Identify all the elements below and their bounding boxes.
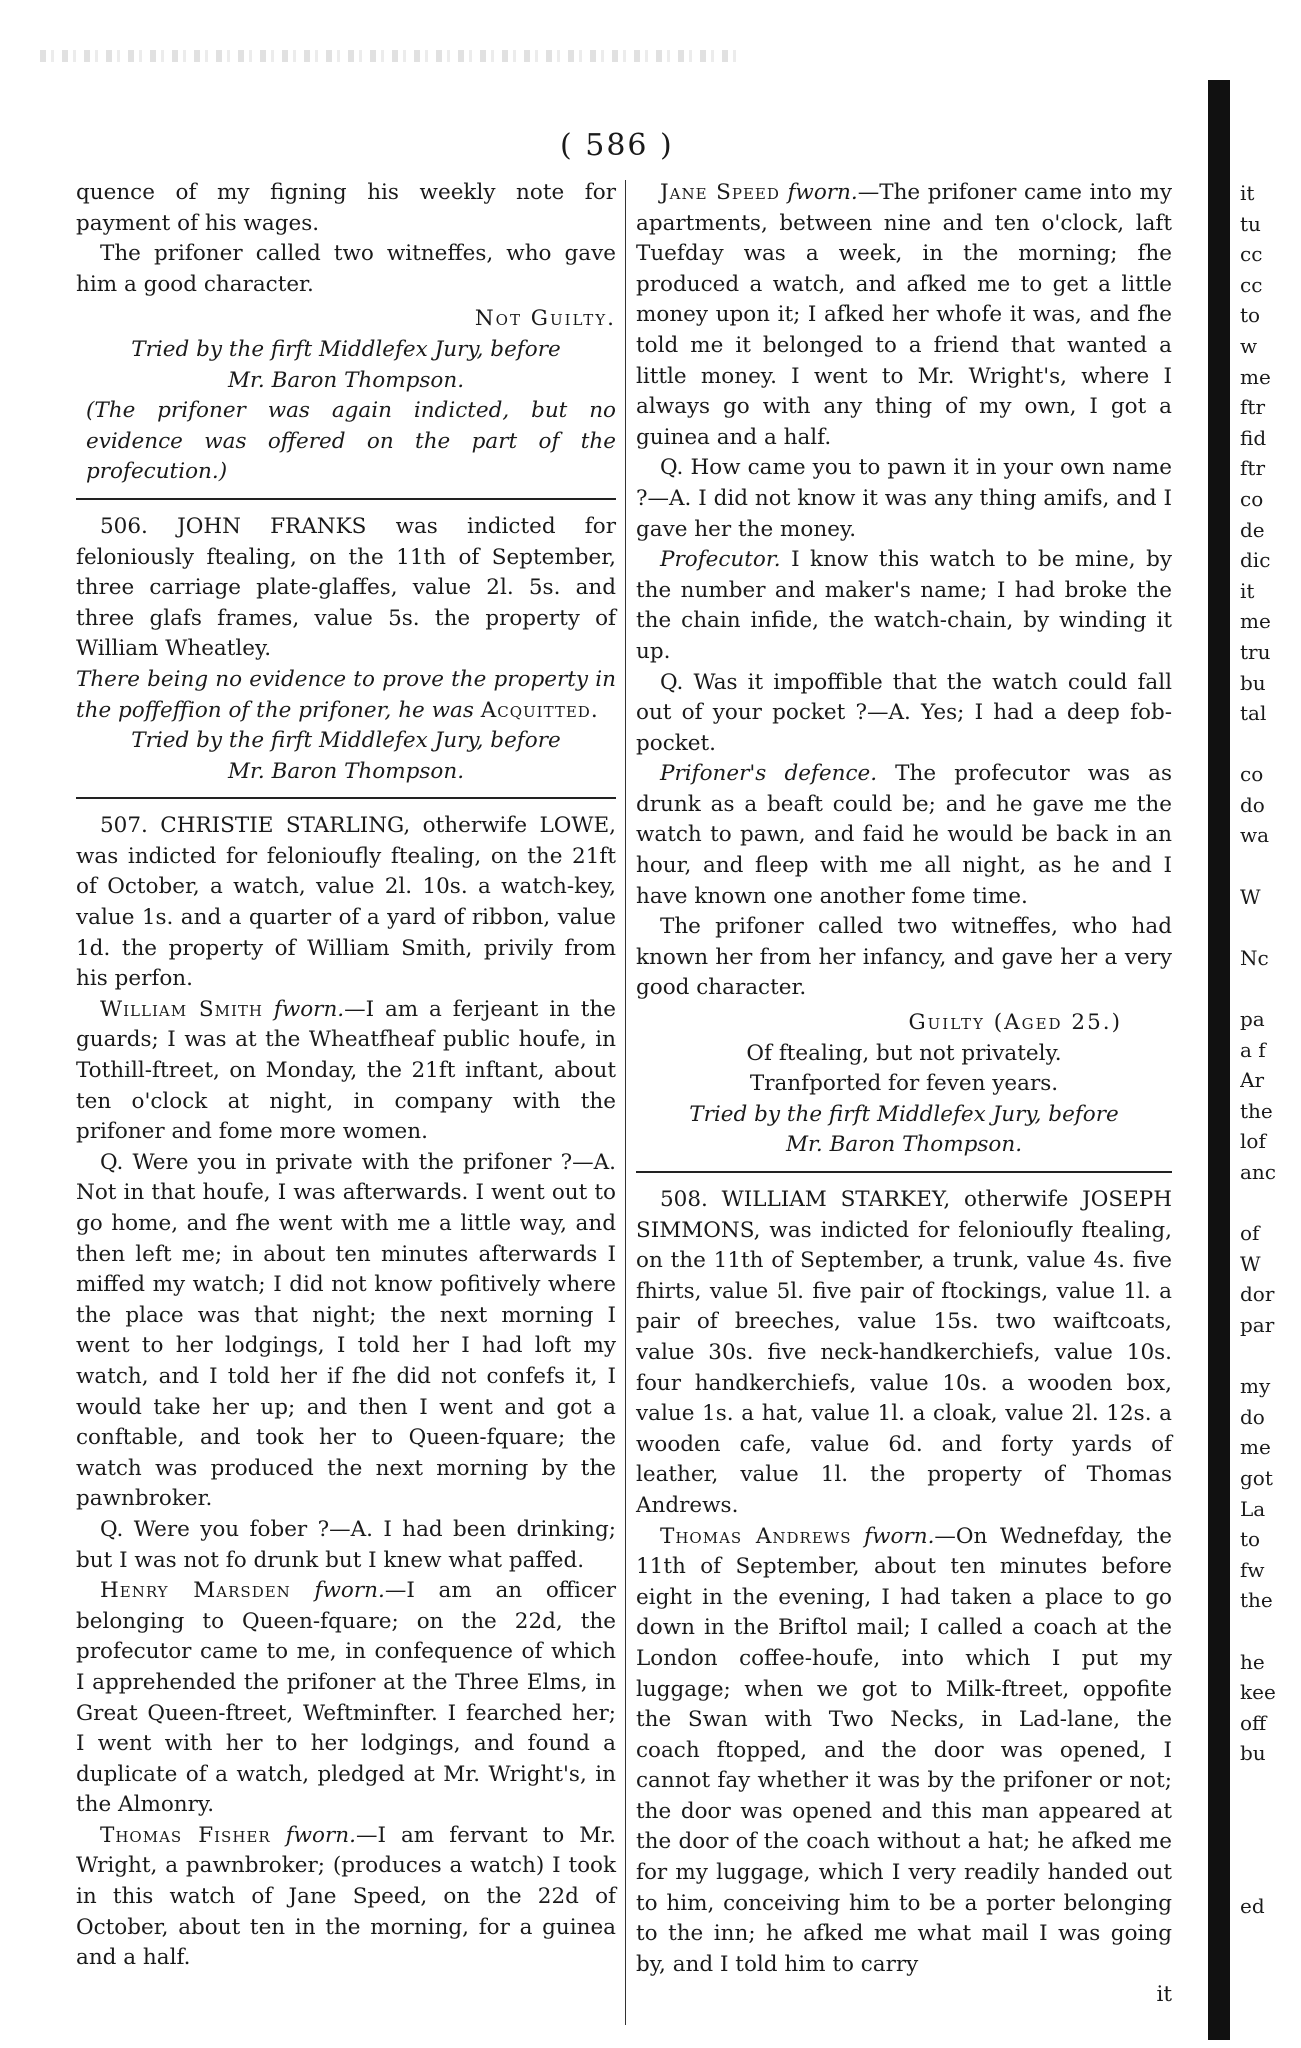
question: Q. How came you to pawn it in your own name ?—A. I did not know it was any thing amifs, and I gave her the money. bbox=[636, 455, 1172, 542]
sworn-label: fworn. bbox=[864, 1523, 935, 1549]
section-rule bbox=[76, 797, 616, 799]
margin-fragment: de bbox=[1240, 517, 1265, 542]
margin-fragment: co bbox=[1240, 486, 1264, 511]
margin-fragment: par bbox=[1240, 1312, 1275, 1337]
margin-fragment: me bbox=[1240, 1435, 1271, 1460]
case-506: 506. JOHN FRANKS was indicted for feloniously ftealing, on the 11th of September, three carriage plate-glaffes, value 2l. 5s. and three glafs frames, value 5s. the property of William Wheatley. bbox=[76, 513, 616, 662]
margin-fragment bbox=[1240, 729, 1300, 760]
margin-fragment: fid bbox=[1240, 425, 1267, 450]
margin-fragment bbox=[1240, 1799, 1300, 1830]
column-divider bbox=[625, 180, 626, 2025]
sworn-label: fworn. bbox=[273, 996, 345, 1022]
margin-fragment: anc bbox=[1240, 1160, 1277, 1184]
witness-text: —I am an officer belonging to Queen-fquare; on the 22d, the profecutor came to me, in confequence of which I apprehended the prifoner at the Three Elms, in Great Queen-ftreet, Weftminfter. I fearched her; I went with her to her lodgings, and found a duplicate of a watch, pledged at Mr. Wright's, in the Almonry. bbox=[76, 1578, 616, 1818]
tried-judge: Mr. Baron Thompson. bbox=[227, 758, 465, 784]
case-507: 507. CHRISTIE STARLING, otherwife LOWE, was indicted for felonioufly ftealing, on the 21ft of October, a watch, value 2l. 10s. a watch-key, value 1s. and a quarter of a yard of ribbon, value 1d. the property of William Smith, privily from his perfon. bbox=[76, 813, 616, 992]
margin-fragment: me bbox=[1240, 609, 1271, 634]
margin-fragment: bu bbox=[1240, 1741, 1266, 1766]
margin-fragment bbox=[1240, 1830, 1300, 1861]
margin-fragment bbox=[1240, 1616, 1300, 1647]
margin-fragment: tru bbox=[1240, 639, 1271, 664]
left-column bbox=[76, 178, 616, 1974]
margin-fragment: dor bbox=[1240, 1282, 1275, 1307]
margin-fragment: bu bbox=[1240, 670, 1266, 695]
margin-fragment bbox=[1240, 973, 1300, 1004]
sworn-label: fworn. bbox=[285, 1822, 356, 1848]
margin-fragment: it bbox=[1240, 181, 1255, 205]
witness-marsden bbox=[76, 1576, 616, 1821]
margin-fragment: w bbox=[1240, 333, 1258, 358]
prosecutor-text: I know this watch to be mine, by the number and maker's name; I had broke the the chain infide, the watch-chain, by winding it up. bbox=[636, 547, 1172, 664]
margin-fragment bbox=[1240, 912, 1300, 943]
scan-noise bbox=[40, 50, 740, 62]
sentence-line: Tranfported for feven years. bbox=[749, 1071, 1059, 1097]
tried-line: Tried by the firft Middlefex Jury, before bbox=[131, 336, 561, 362]
witness-name: Henry Marsden bbox=[100, 1578, 291, 1604]
margin-fragment: ftr bbox=[1240, 456, 1265, 481]
prosecutor-label: Profecutor. bbox=[660, 547, 781, 573]
margin-fragment: La bbox=[1240, 1496, 1266, 1521]
margin-fragment: of bbox=[1240, 1221, 1260, 1246]
margin-fragment bbox=[1240, 851, 1300, 882]
margin-fragment: the bbox=[1240, 1588, 1273, 1613]
margin-fragment: the bbox=[1240, 1098, 1273, 1123]
margin-fragment: co bbox=[1240, 762, 1264, 787]
paragraph: quence of my figning his weekly note for payment of his wages. bbox=[76, 180, 616, 236]
margin-fragment: fw bbox=[1240, 1557, 1265, 1582]
margin-fragment: ed bbox=[1240, 1894, 1265, 1919]
sworn-label: fworn. bbox=[314, 1578, 385, 1604]
margin-fragment: Nc bbox=[1240, 945, 1269, 970]
margin-fragment: lof bbox=[1240, 1129, 1266, 1154]
witness-text: —I am a ferjeant in the guards; I was at the Wheatfheaf public houfe, in Tothill-ftreet, on Monday, the 21ft inftant, about ten o'clock at night, in company with the prifoner and fome more women. bbox=[76, 996, 616, 1145]
tried-line: Tried by the firft Middlefex Jury, before bbox=[131, 728, 561, 754]
margin-fragment: he bbox=[1240, 1649, 1265, 1674]
paragraph: The prifoner called two witneffes, who had known her from her infancy, and gave her a very good character. bbox=[636, 914, 1172, 1001]
margin-fragment: do bbox=[1240, 1404, 1265, 1429]
note: (The prifoner was again indicted, but no evidence was offered on the part of the profecution.) bbox=[86, 398, 616, 485]
page-number: ( 586 ) bbox=[560, 128, 674, 163]
margin-fragment bbox=[1240, 1861, 1300, 1892]
margin-fragment: ftr bbox=[1240, 395, 1265, 420]
question: Q. Were you in private with the prifoner ?—A. Not in that houfe, I was afterwards. I went out to go home, and fhe went with me a little way, and then left me; in about ten minutes afterwards I miffed my watch; I did not know pofitively where the place was that night; the next morning I went to her lodgings, I told her I had loft my watch, and I told her if fhe did not confefs it, I would take her up; and then I went and got a conftable, and took her to Queen-fquare; the watch was produced the next morning by the pawnbroker. bbox=[76, 1149, 616, 1512]
margin-fragment: off bbox=[1240, 1710, 1267, 1735]
margin-fragment bbox=[1240, 1188, 1300, 1219]
case-508: 508. WILLIAM STARKEY, otherwife JOSEPH SIMMONS, was indicted for felonioufly ftealing, on the 11th of September, a trunk, value 4s. five fhirts, value 5l. five pair of ftockings, value 1l. a pair of breeches, value 15s. two waiftcoats, value 30s. five neck-handkerchiefs, value 10s. four handkerchiefs, value 10s. a wooden box, value 1s. a hat, value 1l. a cloak, value 2l. 12s. a wooden cafe, value 6d. and forty yards of leather, value 1l. the property of Thomas Andrews. bbox=[636, 1187, 1172, 1518]
margin-fragment: tu bbox=[1240, 211, 1261, 236]
witness-name: Jane Speed bbox=[660, 180, 780, 205]
paragraph: The prifoner called two witneffes, who gave him a good character. bbox=[76, 241, 616, 297]
question: Q. Were you fober ?—A. I had been drinking; but I was not fo drunk but I knew what paffed. bbox=[76, 1516, 616, 1573]
witness-text: —The prifoner came into my apartments, between nine and ten o'clock, laft Tuefday was a week, in the morning; fhe produced a watch, and afked me to get a little money upon it; I afked her whofe it was, and fhe told me it belonged to a friend that wanted a little money. I went to Mr. Wright's, where I always go with any thing of my own, I got a guinea and a half. bbox=[636, 180, 1172, 450]
verdict-guilty: Guilty (Aged 25.) bbox=[908, 1010, 1122, 1036]
margin-fragment: to bbox=[1240, 1527, 1261, 1552]
margin-fragment: wa bbox=[1240, 823, 1270, 848]
margin-fragment bbox=[1240, 1341, 1300, 1372]
witness-name: William Smith bbox=[100, 996, 264, 1022]
section-rule bbox=[636, 1171, 1172, 1173]
margin-fragment: Ar bbox=[1240, 1068, 1265, 1093]
witness-text: —I am fervant to Mr. Wright, a pawnbroker; (produces a watch) I took in this watch of Jane Speed, on the 22d of October, about ten in the morning, for a guinea and a half. bbox=[76, 1822, 616, 1971]
right-column bbox=[636, 178, 1172, 2011]
tried-judge: Mr. Baron Thompson. bbox=[785, 1132, 1023, 1158]
margin-fragment: pa bbox=[1240, 1007, 1265, 1032]
margin-fragment: a f bbox=[1240, 1037, 1266, 1062]
margin-fragment: kee bbox=[1240, 1680, 1276, 1705]
witness-fisher bbox=[76, 1821, 616, 1974]
margin-fragment: my bbox=[1240, 1374, 1271, 1399]
witness-text: —On Wednefday, the 11th of September, about ten minutes before eight in the evening, I had taken a place to go down in the Briftol mail; I called a coach at the London coffee-houfe, into which I put my luggage; when we got to Milk-ftreet, oppofite the Swan with Two Necks, in Lad-lane, the coach ftopped, and the door was opened, I cannot fay whether it was by the prifoner or not; the door was opened and this man appeared at the door of the coach without a hat; he afked me for my luggage, which I very readily handed out to him, conceiving him to be a porter belonging to the inn; he afked me what mail I was going by, and I told him to carry bbox=[636, 1523, 1172, 1977]
margin-fragment: cc bbox=[1240, 272, 1263, 297]
verdict-not-guilty: Not Guilty. bbox=[474, 306, 616, 332]
margin-fragment: me bbox=[1240, 364, 1271, 389]
margin-fragment: dic bbox=[1240, 548, 1271, 573]
witness-smith bbox=[76, 995, 616, 1148]
section-rule bbox=[76, 498, 616, 500]
witness-name: Thomas Fisher bbox=[100, 1822, 271, 1848]
tried-judge: Mr. Baron Thompson. bbox=[227, 367, 465, 393]
witness-andrews bbox=[636, 1522, 1172, 1981]
verdict-acquitted: Acquitted. bbox=[480, 697, 599, 723]
defence-text: The profecutor was as drunk as a beaft could be; and he gave me the watch to pawn, and faid he would be back in an hour, and fleep with me all night, as he and I have known one another fome time. bbox=[636, 761, 1172, 909]
margin-fragment: it bbox=[1240, 578, 1255, 603]
tried-line: Tried by the firft Middlefex Jury, before bbox=[689, 1101, 1119, 1127]
witness-name: Thomas Andrews bbox=[660, 1523, 852, 1549]
margin-fragment: cc bbox=[1240, 242, 1263, 267]
note-506 bbox=[76, 665, 616, 726]
margin-fragment bbox=[1240, 1769, 1300, 1800]
margin-fragment: tal bbox=[1240, 701, 1267, 726]
witness-speed bbox=[636, 178, 1172, 453]
next-page-margin-fragments bbox=[1240, 178, 1300, 1922]
sworn-label: fworn. bbox=[787, 180, 858, 205]
margin-fragment: W bbox=[1240, 1251, 1261, 1276]
catchword: it bbox=[1156, 1982, 1172, 2008]
binding-shadow bbox=[1208, 80, 1230, 2040]
note-506-text: There being no evidence to prove the property in the poffeffion of the prifoner, he was bbox=[76, 666, 616, 723]
prosecutor-statement bbox=[636, 545, 1172, 667]
defence-statement bbox=[636, 759, 1172, 912]
margin-fragment: got bbox=[1240, 1465, 1273, 1490]
defence-label: Prifoner's defence. bbox=[660, 761, 878, 787]
sentence-line: Of ftealing, but not privately. bbox=[746, 1040, 1062, 1066]
margin-fragment: to bbox=[1240, 303, 1261, 328]
question: Q. Was it impoffible that the watch could fall out of your pocket ?—A. Yes; I had a deep fob-pocket. bbox=[636, 669, 1172, 756]
margin-fragment: do bbox=[1240, 792, 1265, 817]
margin-fragment: W bbox=[1240, 884, 1261, 909]
